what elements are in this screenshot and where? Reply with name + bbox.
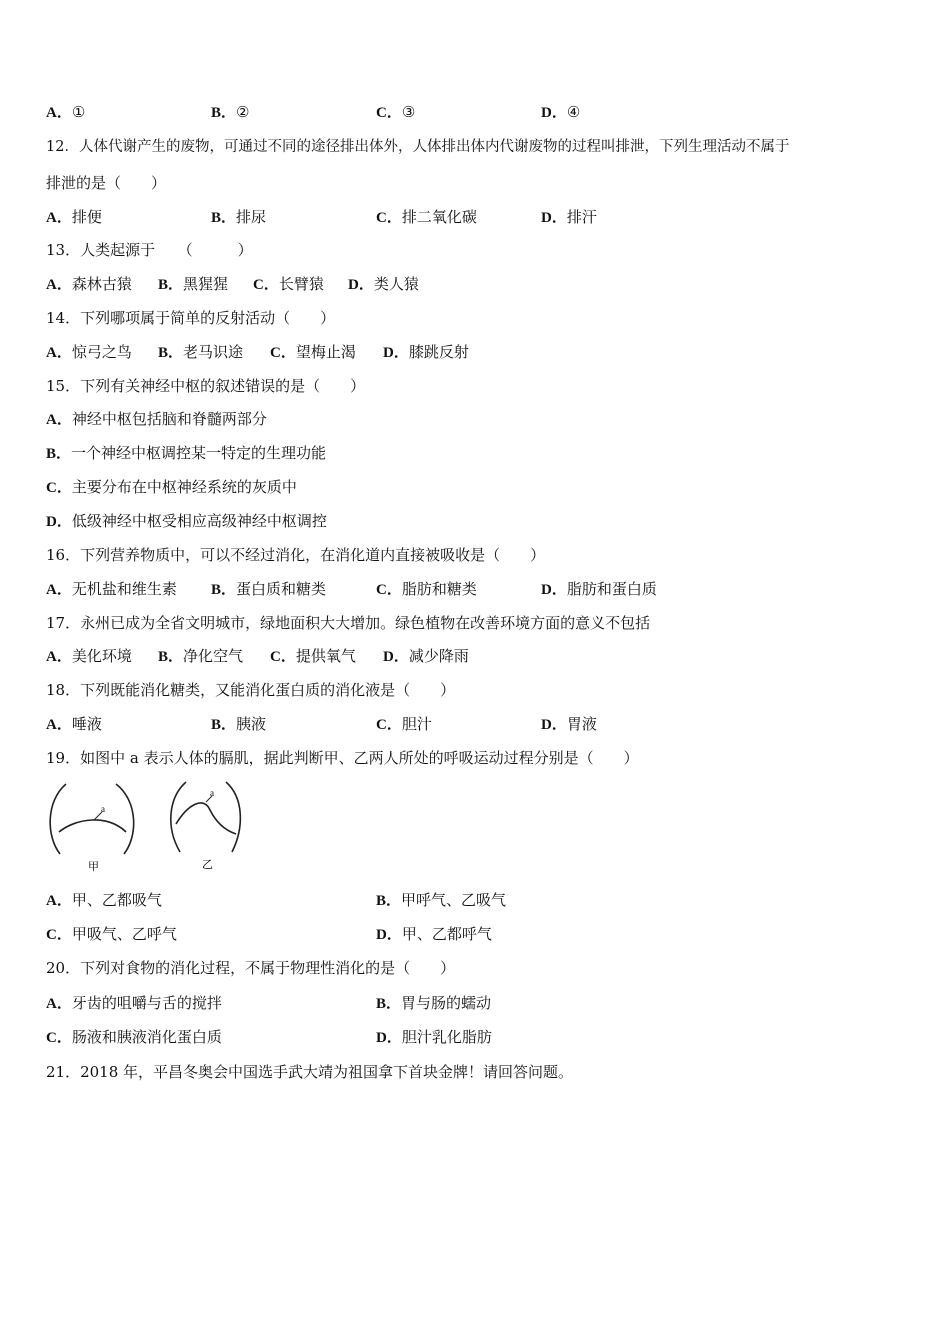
q16-option-d: D．脂肪和蛋白质: [541, 580, 657, 598]
q19-stem: 19．如图中 a 表示人体的膈肌，据此判断甲、乙两人所处的呼吸运动过程分别是（ ）: [46, 749, 639, 767]
q18-stem: 18．下列既能消化糖类，又能消化蛋白质的消化液是（ ）: [46, 681, 456, 699]
q14-option-a: A．惊弓之鸟: [46, 343, 132, 361]
chest-wall-left-jia: [50, 784, 66, 854]
q17-stem: 17．永州已成为全省文明城市，绿地面积大大增加。绿色植物在改善环境方面的意义不包括: [46, 614, 651, 632]
q14-option-b: B．老马识途: [158, 343, 244, 361]
q19-option-b: B．甲呼气、乙吸气: [376, 891, 507, 909]
q18-option-c: C．胆汁: [376, 715, 432, 733]
marker-a-yi: a: [210, 788, 214, 798]
q15-option-d: D．低级神经中枢受相应高级神经中枢调控: [46, 512, 327, 530]
q20-option-b: B．胃与肠的蠕动: [376, 994, 492, 1012]
q11-option-d: D．④: [541, 103, 581, 121]
q11-option-a: A．①: [46, 103, 86, 121]
chest-wall-right-jia: [116, 784, 134, 854]
q11-option-b: B．②: [211, 103, 250, 121]
q13-option-a: A．森林古猿: [46, 275, 132, 293]
caption-yi: 乙: [202, 858, 213, 871]
q12-option-a: A．排便: [46, 208, 102, 226]
q17-option-c: C．提供氧气: [270, 647, 356, 665]
diaphragm-figure: [46, 776, 256, 876]
chest-wall-left-yi: [171, 782, 186, 852]
q13-stem: 13．人类起源于 （ ）: [46, 241, 253, 259]
diaphragm-yi: [176, 803, 236, 834]
marker-a: a: [101, 804, 105, 814]
q16-option-c: C．脂肪和糖类: [376, 580, 477, 598]
q16-option-b: B．蛋白质和糖类: [211, 580, 327, 598]
q18-option-d: D．胃液: [541, 715, 597, 733]
caption-jia: 甲: [88, 860, 99, 873]
q14-stem: 14．下列哪项属于简单的反射活动（ ）: [46, 309, 336, 327]
q17-option-d: D．减少降雨: [383, 647, 469, 665]
q13-option-c: C．长臂猿: [253, 275, 324, 293]
q19-option-a: A．甲、乙都吸气: [46, 891, 162, 909]
q15-option-a: A．神经中枢包括脑和脊髓两部分: [46, 410, 267, 428]
q14-option-c: C．望梅止渴: [270, 343, 356, 361]
q15-stem: 15．下列有关神经中枢的叙述错误的是（ ）: [46, 377, 366, 395]
q13-option-b: B．黑猩猩: [158, 275, 229, 293]
q20-option-a: A．牙齿的咀嚼与舌的搅拌: [46, 994, 222, 1012]
q12-option-d: D．排汗: [541, 208, 597, 226]
q16-stem: 16．下列营养物质中，可以不经过消化，在消化道内直接被吸收是（ ）: [46, 546, 546, 564]
q15-option-c: C．主要分布在中枢神经系统的灰质中: [46, 478, 297, 496]
q14-option-d: D．膝跳反射: [383, 343, 469, 361]
q19-option-d: D．甲、乙都呼气: [376, 925, 492, 943]
q12-option-b: B．排尿: [211, 208, 267, 226]
q21-stem: 21．2018 年，平昌冬奥会中国选手武大靖为祖国拿下首块金牌！请回答问题。: [46, 1063, 574, 1081]
q19-option-c: C．甲吸气、乙呼气: [46, 925, 177, 943]
q17-option-b: B．净化空气: [158, 647, 244, 665]
q12-stem-line1: 12．人体代谢产生的废物，可通过不同的途径排出体外，人体排出体内代谢废物的过程叫排泄，下列生理活动不属于: [46, 139, 790, 155]
q17-option-a: A．美化环境: [46, 647, 132, 665]
q11-option-c: C．③: [376, 103, 416, 121]
q20-stem: 20．下列对食物的消化过程，不属于物理性消化的是（ ）: [46, 959, 456, 977]
q20-option-d: D．胆汁乳化脂肪: [376, 1028, 492, 1046]
q13-option-d: D．类人猿: [348, 275, 419, 293]
q12-option-c: C．排二氧化碳: [376, 208, 477, 226]
q12-stem-line2: 排泄的是（ ）: [46, 174, 167, 192]
q18-option-b: B．胰液: [211, 715, 267, 733]
diaphragm-jia: [59, 820, 126, 832]
q16-option-a: A．无机盐和维生素: [46, 580, 177, 598]
q15-option-b: B．一个神经中枢调控某一特定的生理功能: [46, 444, 327, 462]
q20-option-c: C．肠液和胰液消化蛋白质: [46, 1028, 222, 1046]
chest-wall-right-yi: [226, 782, 240, 852]
q18-option-a: A．唾液: [46, 715, 102, 733]
